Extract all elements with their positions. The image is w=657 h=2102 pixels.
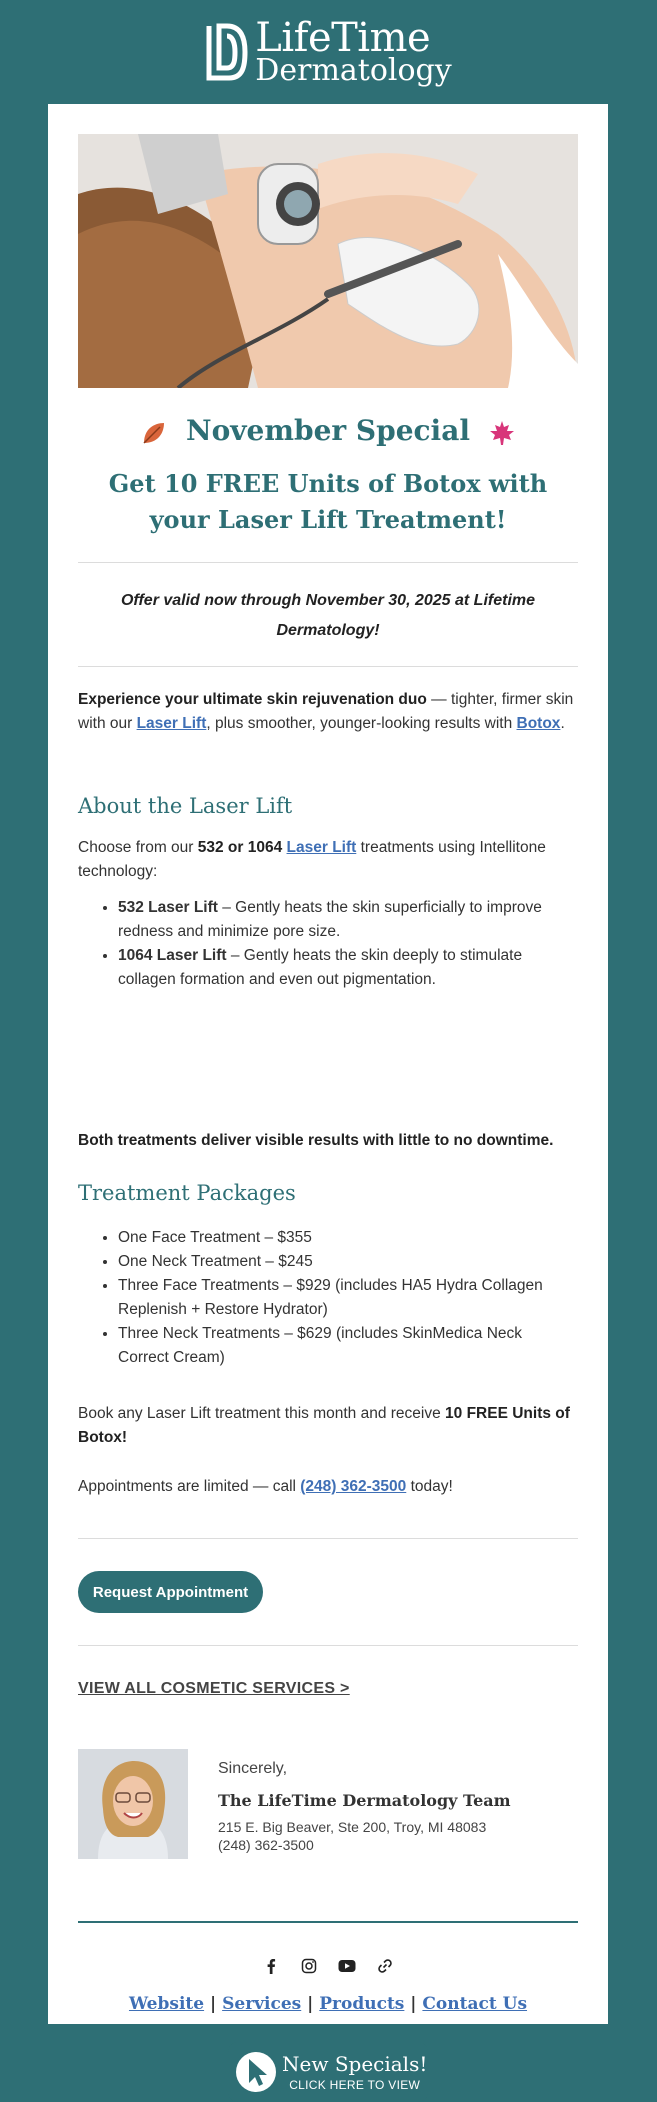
appointment-paragraph: [78, 1475, 578, 1499]
laser-lift-link-2[interactable]: Laser Lift: [286, 839, 357, 856]
list-item: • One Face Treatment – $355: [118, 1226, 568, 1250]
about-paragraph: [78, 836, 578, 884]
cursor-icon: [234, 2050, 278, 2094]
botox-link[interactable]: Botox: [516, 715, 561, 732]
offer-validity: Offer valid now through November 30, 2025 at Lifetime Dermatology!: [120, 592, 536, 639]
list-item-text: – Gently heats the skin deeply to stimulate collagen formation and even out pigmentation.: [118, 947, 523, 988]
view-all-services-link[interactable]: VIEW ALL COSMETIC SERVICES >: [78, 1680, 350, 1697]
intro-bold: Experience your ultimate skin rejuvenation duo: [78, 691, 427, 708]
list-item-bold: 1064 Laser Lift: [118, 947, 227, 964]
appt-text-1: Appointments are limited — call: [78, 1478, 301, 1495]
about-list: [118, 896, 568, 992]
logo-line-1: LifeTime: [255, 15, 431, 61]
address: 215 E. Big Beaver, Ste 200, Troy, MI 48083: [218, 1819, 487, 1835]
packages-list: [118, 1226, 568, 1370]
about-heading: About the Laser Lift: [78, 794, 293, 818]
about-text-1: Choose from our: [78, 839, 198, 856]
footer-separator: |: [210, 1994, 217, 2014]
link-icon[interactable]: [375, 1956, 395, 1976]
instagram-icon[interactable]: [299, 1956, 319, 1976]
doctor-portrait: [78, 1749, 188, 1859]
social-links: [78, 1956, 578, 1976]
footer-link-services[interactable]: Services: [222, 1994, 302, 2014]
laser-lift-link[interactable]: Laser Lift: [136, 715, 207, 732]
laser-treatment-photo: [78, 134, 578, 388]
facebook-icon[interactable]: [261, 1956, 281, 1976]
footer-divider: [78, 1921, 578, 1923]
about-bold: 532 or 1064: [197, 839, 283, 856]
packages-heading: Treatment Packages: [78, 1181, 296, 1205]
logo-mark-icon: [205, 20, 249, 84]
team-name: The LifeTime Dermatology Team: [218, 1791, 511, 1810]
maple-leaf-icon: [488, 419, 516, 447]
intro-paragraph: [78, 688, 578, 736]
footer-separator: |: [307, 1994, 314, 2014]
list-item: [118, 944, 568, 992]
special-title: [78, 414, 578, 447]
intro-text-3: .: [560, 715, 565, 732]
list-item-bold: 532 Laser Lift: [118, 899, 218, 916]
footer-link-contact[interactable]: Contact Us: [422, 1994, 528, 2014]
special-title-text: November Special: [186, 414, 470, 447]
intro-text-1: — tighter, firmer skin with our: [78, 691, 574, 732]
book-bold: 10 FREE Units of Botox!: [78, 1405, 570, 1446]
divider: [78, 1645, 578, 1646]
request-appointment-button[interactable]: Request Appointment: [78, 1571, 263, 1613]
divider: [78, 562, 578, 563]
intro-text-2: , plus smoother, younger-looking results with: [206, 715, 517, 732]
book-text: Book any Laser Lift treatment this month and receive: [78, 1405, 446, 1422]
special-subtitle: Get 10 FREE Units of Botox with your Laser Lift Treatment!: [108, 469, 548, 534]
list-item-text: – Gently heats the skin superficially to improve redness and minimize pore size.: [118, 899, 542, 940]
hero-image: [78, 134, 578, 388]
book-paragraph: [78, 1402, 578, 1450]
youtube-icon[interactable]: [337, 1956, 357, 1976]
list-item: • One Neck Treatment – $245: [118, 1250, 568, 1274]
phone-link[interactable]: (248) 362-3500: [300, 1478, 407, 1495]
leaf-icon: [140, 419, 168, 447]
appt-text-2: today!: [406, 1478, 453, 1495]
email-header: [0, 0, 657, 104]
footer-link-products[interactable]: Products: [319, 1994, 405, 2014]
new-specials-subtitle: CLICK HERE TO VIEW: [289, 2078, 421, 2092]
results-note: Both treatments deliver visible results with little to no downtime.: [78, 1132, 554, 1149]
logo-line-2: Dermatology: [255, 53, 452, 88]
footer-separator: |: [410, 1994, 417, 2014]
about-text-2: treatments using Intellitone technology:: [78, 839, 546, 880]
new-specials-button[interactable]: [228, 2042, 428, 2102]
lifetime-logo[interactable]: [205, 15, 452, 88]
footer-link-website[interactable]: Website: [128, 1994, 205, 2014]
divider: [78, 666, 578, 667]
list-item: • Three Face Treatments – $929 (includes HA5 Hydra Collagen Replenish + Restore Hydrator): [118, 1274, 568, 1322]
divider: [78, 1538, 578, 1539]
avatar: [78, 1749, 188, 1859]
email-card: [48, 104, 608, 2092]
list-item: [118, 896, 568, 944]
footer-links: [78, 1994, 578, 2014]
list-item: • Three Neck Treatments – $629 (includes SkinMedica Neck Correct Cream): [118, 1322, 568, 1370]
new-specials-title: New Specials!: [282, 2052, 428, 2076]
salutation: Sincerely,: [218, 1760, 288, 1777]
signature-phone: (248) 362-3500: [218, 1837, 314, 1853]
